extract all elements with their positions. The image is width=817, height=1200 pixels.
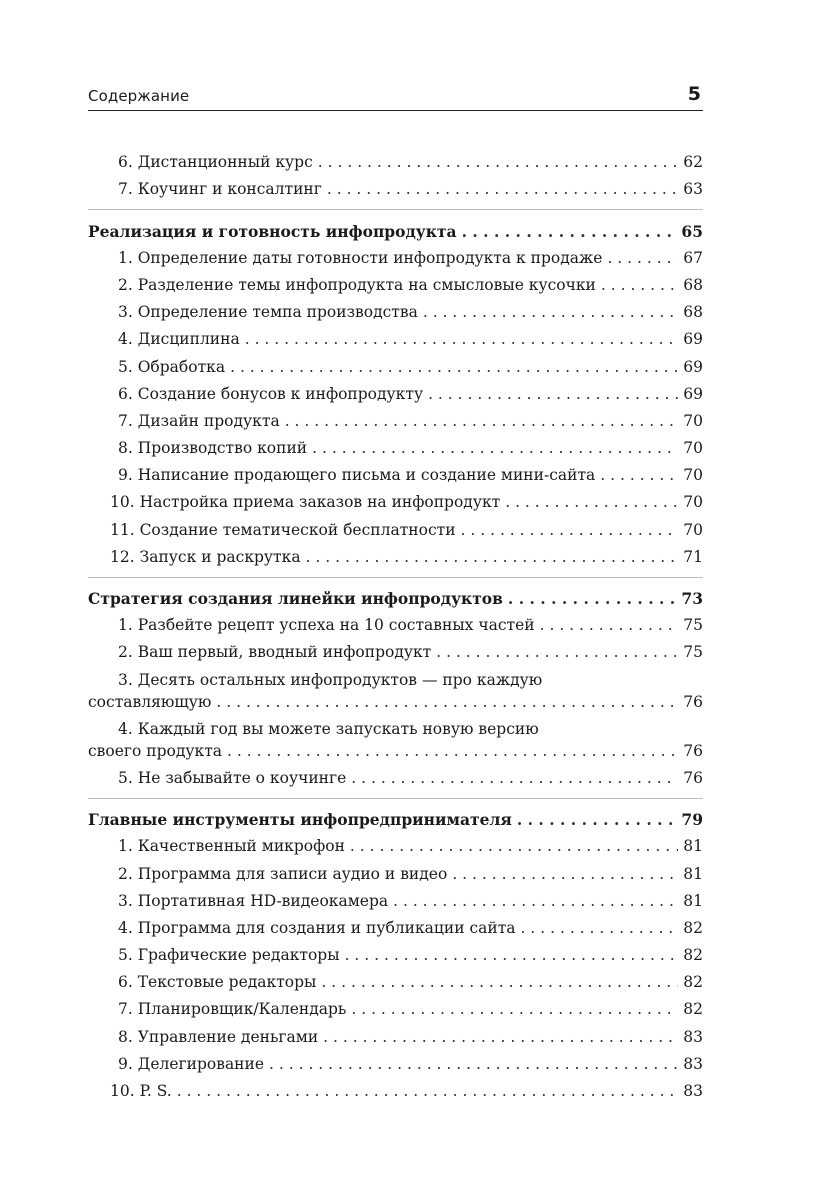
dot-leader — [245, 330, 679, 349]
toc-entry-label: 7. Дизайн продукта — [118, 411, 280, 430]
toc-entry-label-line2: своего продукта — [88, 741, 223, 760]
header-page-number: 5 — [687, 83, 701, 105]
toc-entry-label: 1. Определение даты готовности инфопродукта к продаже — [118, 248, 603, 267]
running-header — [88, 84, 703, 111]
toc-entry-page: 63 — [683, 180, 703, 199]
dot-leader — [312, 439, 678, 458]
toc-entry-label: 11. Создание тематической бесплатности — [110, 520, 456, 539]
toc-entry-page: 70 — [683, 520, 703, 539]
dot-leader — [321, 973, 678, 992]
toc-entry-page: 70 — [683, 466, 703, 485]
toc-entry-page: 71 — [683, 547, 703, 566]
toc-entry-label-line2: составляющую — [88, 692, 212, 711]
dot-leader — [462, 222, 677, 241]
toc-entry[interactable] — [88, 635, 703, 662]
toc-entry[interactable] — [88, 829, 703, 856]
toc-entry-label: 10. P. S. — [110, 1082, 172, 1100]
toc-entry-page: 70 — [683, 439, 703, 458]
dot-leader — [508, 589, 677, 608]
toc-entry-multiline[interactable] — [88, 712, 703, 761]
toc-entry[interactable] — [88, 485, 703, 512]
toc-entry-label: 5. Обработка — [118, 357, 226, 376]
toc-entry-label: 5. Не забывайте о коучинге — [118, 768, 347, 787]
toc-entry[interactable] — [88, 241, 703, 268]
toc-entry-page: 81 — [683, 891, 703, 910]
toc-entry-label: 2. Ваш первый, вводный инфопродукт — [118, 643, 432, 662]
toc-entry-page: 76 — [683, 741, 703, 760]
toc-entry-label-line1: 3. Десять остальных инфопродуктов — про каждую — [118, 670, 543, 689]
toc-entry[interactable] — [88, 458, 703, 485]
dot-leader — [351, 1000, 678, 1019]
toc-entry-page: 68 — [683, 275, 703, 294]
toc-entry-label: 1. Разбейте рецепт успеха на 10 составных частей — [118, 616, 535, 635]
toc-entry-label: 6. Дистанционный курс — [118, 153, 313, 172]
dot-leader — [393, 892, 678, 911]
toc-entry[interactable] — [88, 1019, 703, 1046]
toc-entry-page: 82 — [683, 1000, 703, 1019]
toc-entry[interactable] — [88, 992, 703, 1019]
dot-leader — [230, 358, 678, 377]
toc-entry-label: 10. Настройка приема заказов на инфопродукт — [110, 493, 501, 512]
toc-entry-page: 69 — [683, 384, 703, 403]
toc-entry[interactable] — [88, 911, 703, 938]
toc-chapter-entry[interactable] — [88, 213, 703, 240]
dot-leader — [227, 742, 678, 761]
toc-entry-page: 82 — [683, 918, 703, 937]
toc-entry-label: 6. Создание бонусов к инфопродукту — [118, 384, 424, 403]
toc-chapter-entry[interactable] — [88, 581, 703, 608]
dot-leader — [269, 1055, 678, 1074]
toc-entry-label: 9. Написание продающего письма и создание мини-сайта — [118, 466, 596, 485]
toc-chapter-page: 65 — [681, 221, 703, 241]
dot-leader — [318, 153, 678, 172]
toc-entry-multiline[interactable] — [88, 662, 703, 711]
toc-chapter-label: Главные инструменты инфопредпринимателя — [88, 810, 512, 830]
toc-entry[interactable] — [88, 856, 703, 883]
dot-leader — [351, 769, 678, 788]
toc-entry[interactable] — [88, 377, 703, 404]
toc-entry-page: 83 — [683, 1054, 703, 1073]
toc-entry-label: 6. Текстовые редакторы — [118, 973, 317, 992]
toc-entry[interactable] — [88, 938, 703, 965]
toc-entry[interactable] — [88, 145, 703, 172]
dot-leader — [505, 493, 678, 512]
toc-entry-page: 68 — [683, 303, 703, 322]
toc-entry-label: 9. Делегирование — [118, 1054, 265, 1073]
section-divider — [88, 798, 703, 799]
toc-entry[interactable] — [88, 404, 703, 431]
toc-chapter-entry[interactable] — [88, 802, 703, 829]
toc-entry-label: 2. Разделение темы инфопродукта на смысловые кусочки — [118, 275, 596, 294]
toc-entry[interactable] — [88, 172, 703, 199]
dot-leader — [177, 1082, 679, 1101]
toc-entry-page: 76 — [683, 692, 703, 711]
toc-entry[interactable] — [88, 1074, 703, 1101]
toc-entry[interactable] — [88, 349, 703, 376]
dot-leader — [461, 521, 679, 540]
toc-entry-label: 3. Определение темпа производства — [118, 303, 418, 322]
dot-leader — [436, 643, 678, 662]
toc-entry-page: 81 — [683, 864, 703, 883]
toc-entry[interactable] — [88, 965, 703, 992]
toc-entry[interactable] — [88, 608, 703, 635]
toc-entry-page: 70 — [683, 493, 703, 512]
toc-entry-label: 12. Запуск и раскрутка — [110, 547, 301, 566]
dot-leader — [428, 385, 678, 404]
table-of-contents — [88, 145, 703, 1101]
toc-entry[interactable] — [88, 268, 703, 295]
toc-entry-page: 81 — [683, 837, 703, 856]
toc-entry-label: 3. Портативная HD-видеокамера — [118, 891, 389, 910]
toc-entry[interactable] — [88, 884, 703, 911]
toc-entry-label: 8. Управление деньгами — [118, 1027, 319, 1046]
toc-entry-label: 8. Производство копий — [118, 439, 308, 458]
toc-entry-page: 75 — [683, 616, 703, 635]
dot-leader — [323, 1028, 678, 1047]
toc-entry[interactable] — [88, 512, 703, 539]
toc-entry-label-line1: 4. Каждый год вы можете запускать новую версию — [118, 719, 539, 738]
dot-leader — [306, 548, 679, 567]
toc-chapter-page: 73 — [681, 589, 703, 608]
toc-entry-page: 83 — [683, 1027, 703, 1046]
dot-leader — [350, 837, 678, 856]
section-divider — [88, 209, 703, 210]
toc-entry-page: 69 — [683, 330, 703, 349]
toc-chapter-page: 79 — [681, 810, 703, 830]
toc-entry-page: 69 — [683, 357, 703, 376]
toc-entry-page: 75 — [683, 643, 703, 662]
toc-chapter-label: Стратегия создания линейки инфопродуктов — [88, 589, 503, 608]
toc-entry-label: 7. Коучинг и консалтинг — [118, 180, 322, 199]
dot-leader — [607, 249, 678, 268]
toc-entry-label: 4. Программа для создания и публикации сайта — [118, 918, 516, 937]
toc-entry-label: 1. Качественный микрофон — [118, 837, 345, 856]
dot-leader — [423, 303, 678, 322]
toc-entry-label: 2. Программа для записи аудио и видео — [118, 864, 448, 883]
dot-leader — [216, 693, 678, 712]
toc-entry-label: 4. Дисциплина — [118, 330, 240, 349]
toc-entry-page: 83 — [683, 1082, 703, 1100]
dot-leader — [521, 919, 679, 938]
dot-leader — [452, 865, 678, 884]
dot-leader — [540, 616, 679, 635]
dot-leader — [517, 810, 677, 829]
toc-entry[interactable] — [88, 295, 703, 322]
toc-entry[interactable] — [88, 761, 703, 788]
toc-entry-page: 62 — [683, 153, 703, 172]
toc-entry-page: 70 — [683, 411, 703, 430]
header-title: Содержание — [88, 87, 190, 105]
toc-entry[interactable] — [88, 322, 703, 349]
section-divider — [88, 577, 703, 578]
dot-leader — [601, 276, 678, 295]
toc-entry-page: 67 — [683, 248, 703, 267]
toc-entry-label: 7. Планировщик/Календарь — [118, 1000, 347, 1019]
dot-leader — [600, 466, 678, 485]
dot-leader — [285, 412, 679, 431]
toc-entry-page: 82 — [683, 946, 703, 965]
dot-leader — [345, 946, 679, 965]
dot-leader — [327, 180, 678, 199]
toc-entry-label: 5. Графические редакторы — [118, 946, 340, 965]
toc-entry-page: 82 — [683, 973, 703, 992]
toc-entry[interactable] — [88, 1047, 703, 1074]
toc-chapter-label: Реализация и готовность инфопродукта — [88, 221, 457, 241]
toc-entry[interactable] — [88, 431, 703, 458]
toc-entry[interactable] — [88, 540, 703, 567]
toc-entry-page: 76 — [683, 768, 703, 787]
